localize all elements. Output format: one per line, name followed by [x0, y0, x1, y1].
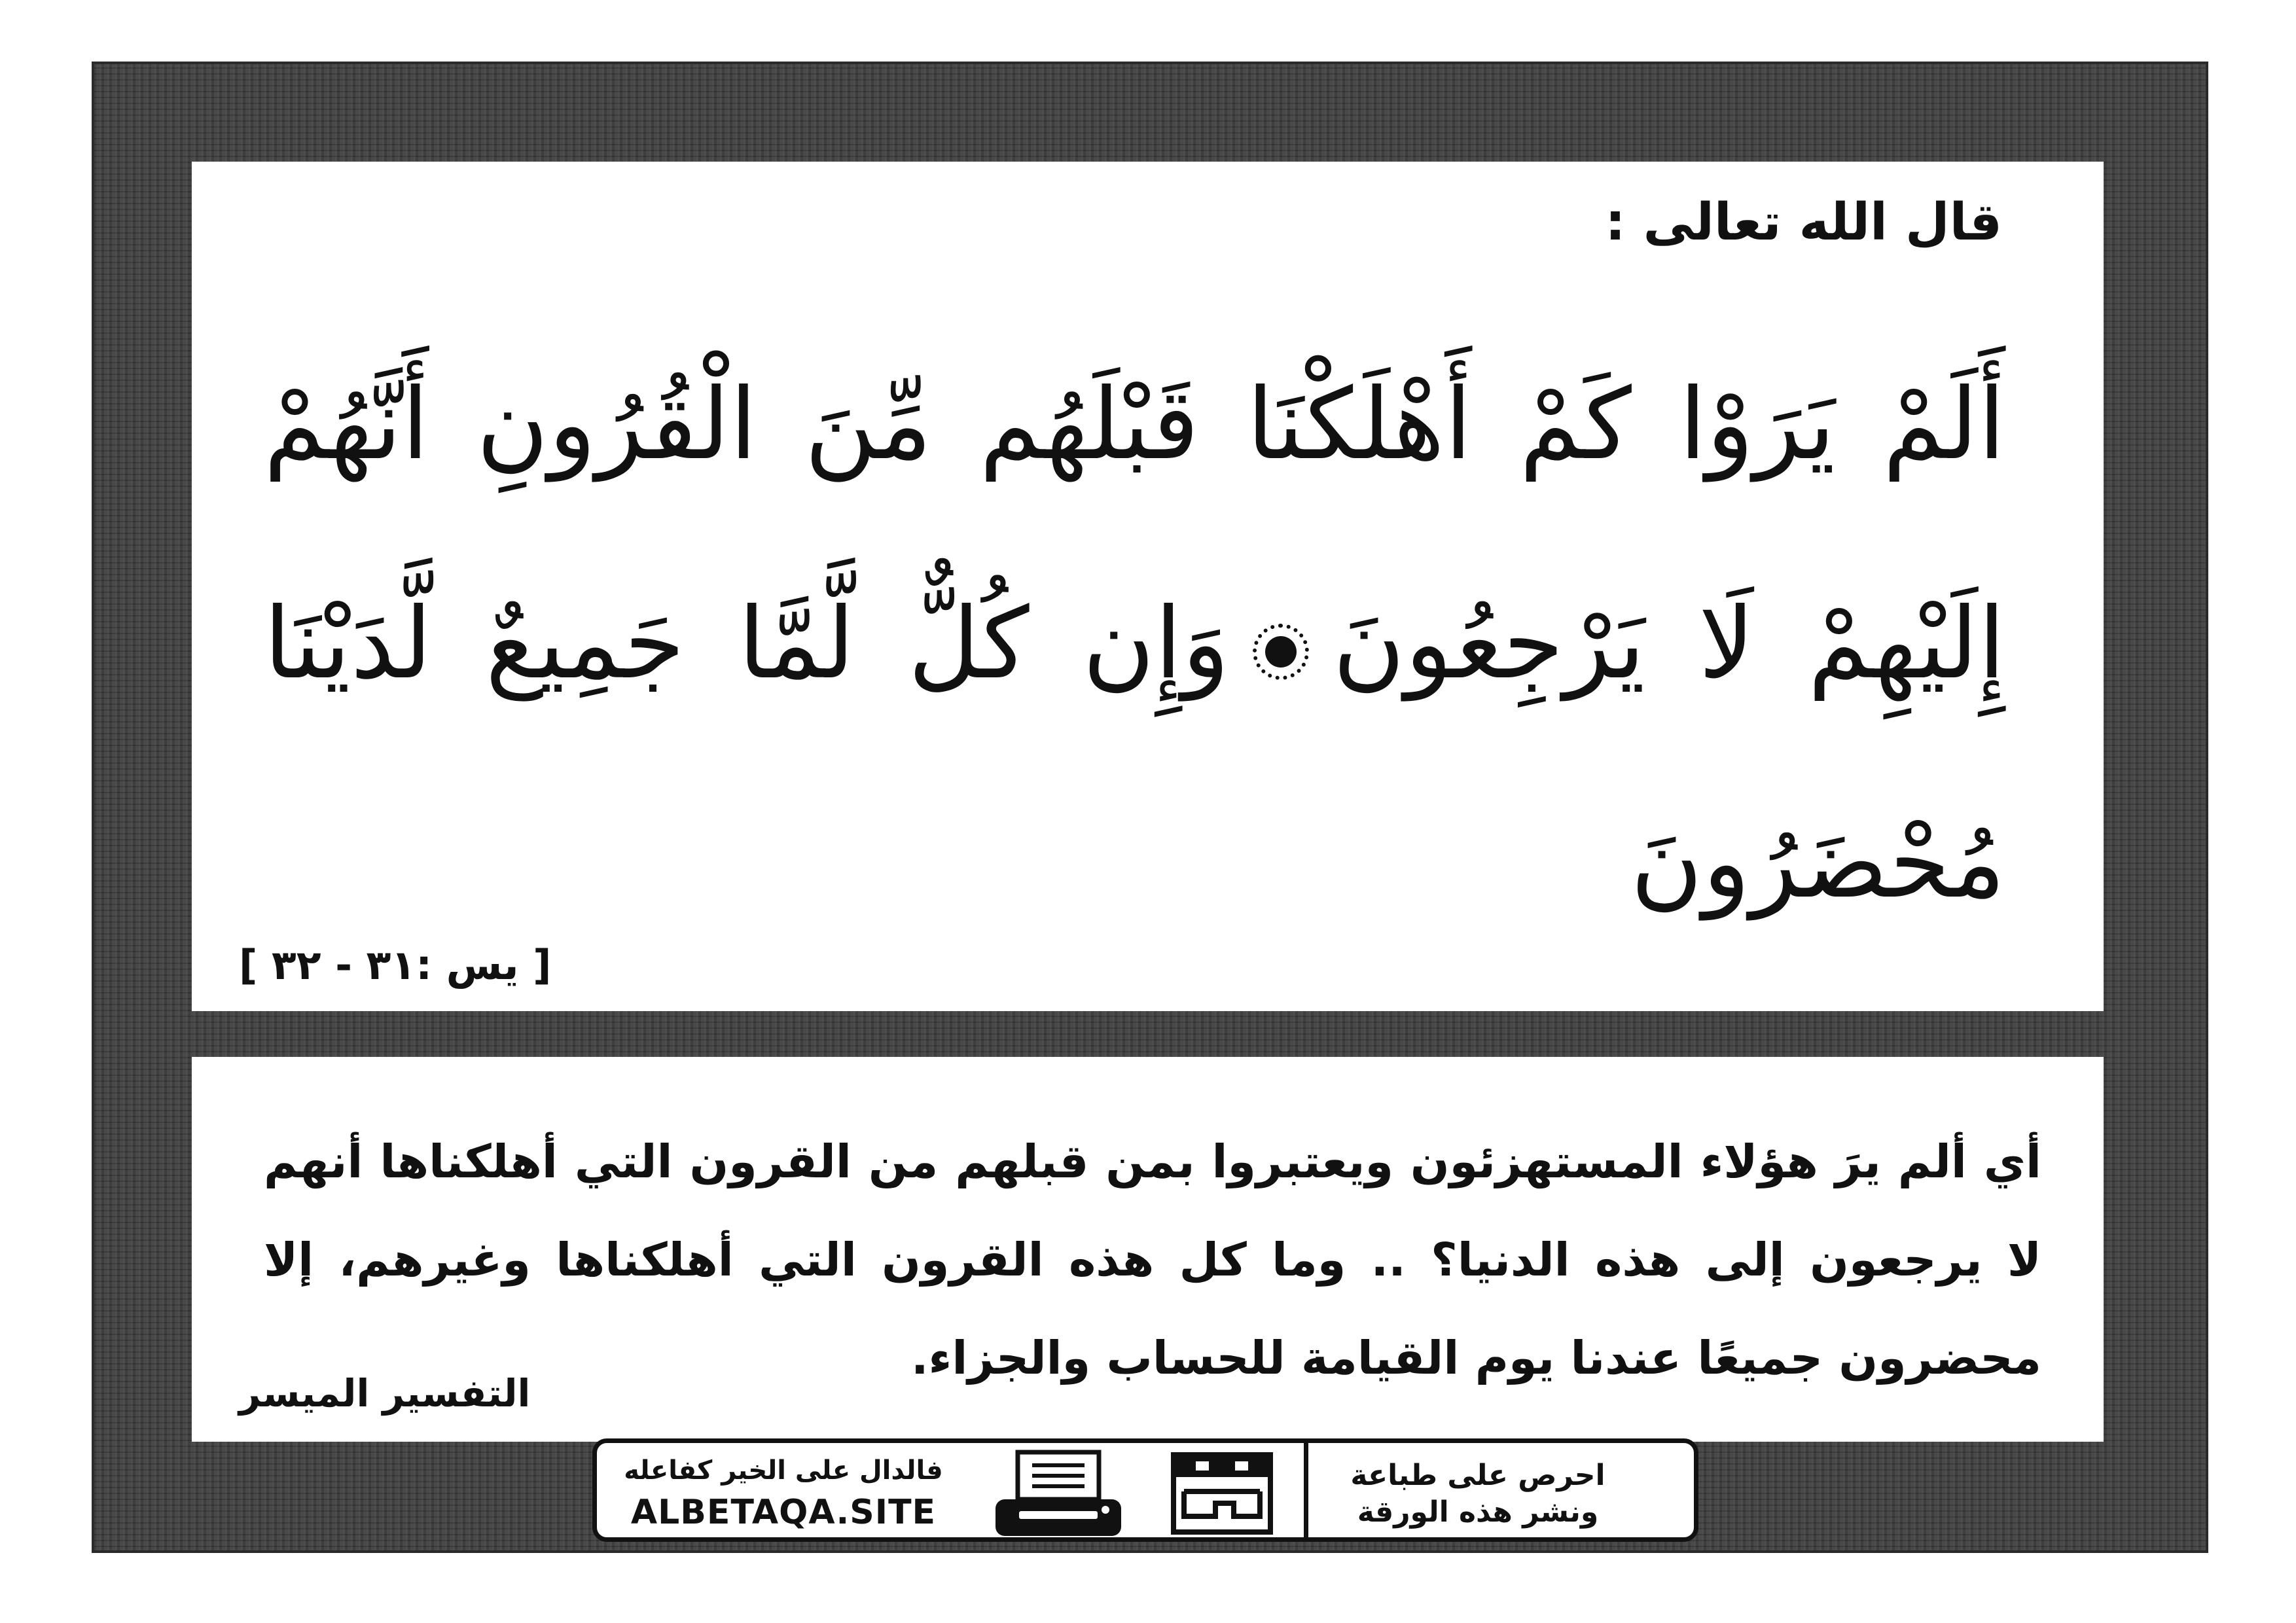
footer-tagline: فالدال على الخير كفاعله [624, 1455, 943, 1486]
verse-text-part1: أَلَمْ يَرَوْا كَمْ أَهْلَكْنَا قَبْلَهُم مِّنَ الْقُرُونِ أَنَّهُمْ إِلَيْهِمْ لَا يَرْجِعُونَ [264, 368, 2006, 701]
footer-call-line2: ونشر هذه الورقة [1357, 1495, 1599, 1529]
quran-verse [264, 315, 2005, 973]
tafsir-panel [192, 1057, 2104, 1442]
footer-call-line1: احرص على طباعة [1350, 1459, 1605, 1492]
footer-bar [592, 1438, 1698, 1542]
footer-call-block [1295, 1457, 1661, 1531]
tafsir-text: أي ألم يرَ هؤلاء المستهزئون ويعتبروا بمن قبلهم من القرون التي أهلكناها أنهم لا يرجعون إلى هذه الدنيا؟ .. وما كل هذه القرون التي أهلكناها وغيرهم، إلا محضرون جميعًا عندنا يوم القيامة للحساب والجزاء. [264, 1135, 2041, 1385]
printer-icon [993, 1450, 1124, 1538]
verse-end-marker-icon [1253, 624, 1309, 680]
footer-site-block [623, 1452, 944, 1536]
verse-citation: [ يس :٣١ - ٣٢ ] [239, 941, 552, 989]
verse-panel [192, 162, 2104, 1011]
footer-site-link[interactable]: ALBETAQA.SITE [630, 1493, 937, 1532]
verse-intro: قال الله تعالى : [1605, 193, 2002, 252]
verse-text-part2: وَإِن كُلٌّ لَّمَّا جَمِيعٌ لَّدَيْنَا مُحْضَرُونَ [264, 587, 2005, 920]
tafsir-source: التفسير الميسر [239, 1371, 531, 1416]
dawa-waraqa-logo [1170, 1451, 1274, 1536]
